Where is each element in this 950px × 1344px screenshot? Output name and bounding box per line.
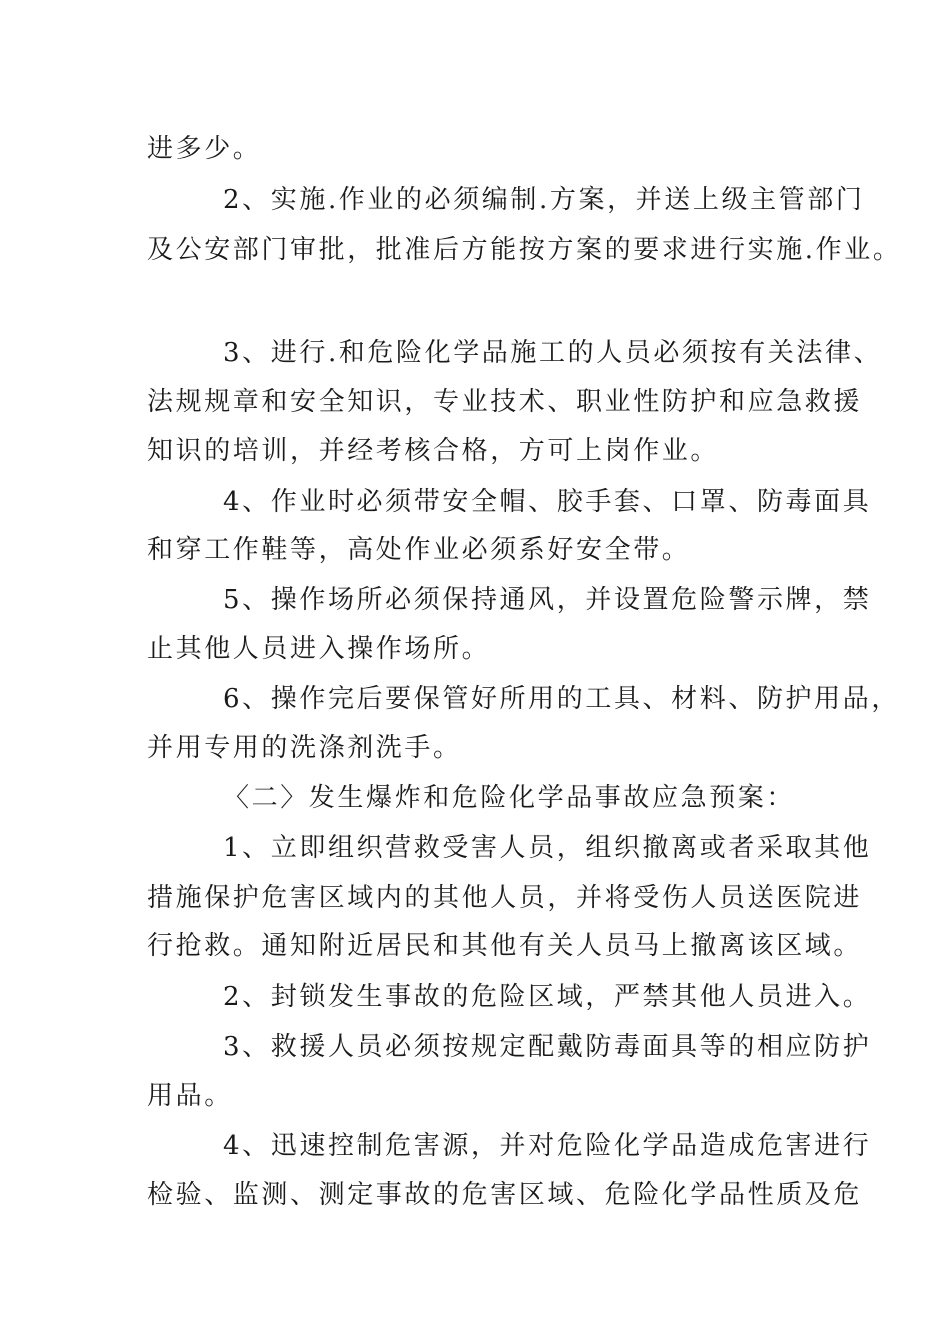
text-line: 进多少。 — [147, 134, 262, 164]
text-line: 3、进行.和危险化学品施工的人员必须按有关法律、 — [223, 338, 883, 368]
text-line: 4、迅速控制危害源，并对危险化学品造成危害进行 — [223, 1131, 872, 1161]
text-line: 检验、监测、测定事故的危害区域、危险化学品性质及危 — [147, 1180, 863, 1210]
text-line: 法规规章和安全知识，专业技术、职业性防护和应急救援 — [147, 387, 863, 417]
text-line: 止其他人员进入操作场所。 — [147, 634, 491, 664]
text-line: 及公安部门审批，批准后方能按方案的要求进行实施.作业。 — [147, 235, 902, 265]
text-line: 行抢救。通知附近居民和其他有关人员马上撤离该区域。 — [147, 931, 863, 961]
text-line: 用品。 — [147, 1081, 233, 1111]
section-heading: 〈二〉发生爆炸和危险化学品事故应急预案： — [223, 783, 796, 813]
text-line: 3、救援人员必须按规定配戴防毒面具等的相应防护 — [223, 1032, 872, 1062]
text-line: 措施保护危害区域内的其他人员，并将受伤人员送医院进 — [147, 883, 863, 913]
text-line: 6、操作完后要保管好所用的工具、材料、防护用品， — [223, 684, 900, 714]
text-line: 知识的培训，并经考核合格，方可上岗作业。 — [147, 436, 720, 466]
text-line: 2、实施.作业的必须编制.方案，并送上级主管部门 — [223, 185, 865, 215]
text-line: 4、作业时必须带安全帽、胶手套、口罩、防毒面具 — [223, 487, 872, 517]
text-line: 并用专用的洗涤剂洗手。 — [147, 733, 462, 763]
text-line: 5、操作场所必须保持通风，并设置危险警示牌，禁 — [223, 585, 872, 615]
text-line: 1、立即组织营救受害人员，组织撤离或者采取其他 — [223, 833, 872, 863]
text-line: 和穿工作鞋等，高处作业必须系好安全带。 — [147, 535, 691, 565]
text-line: 2、封锁发生事故的危险区域，严禁其他人员进入。 — [223, 982, 872, 1012]
